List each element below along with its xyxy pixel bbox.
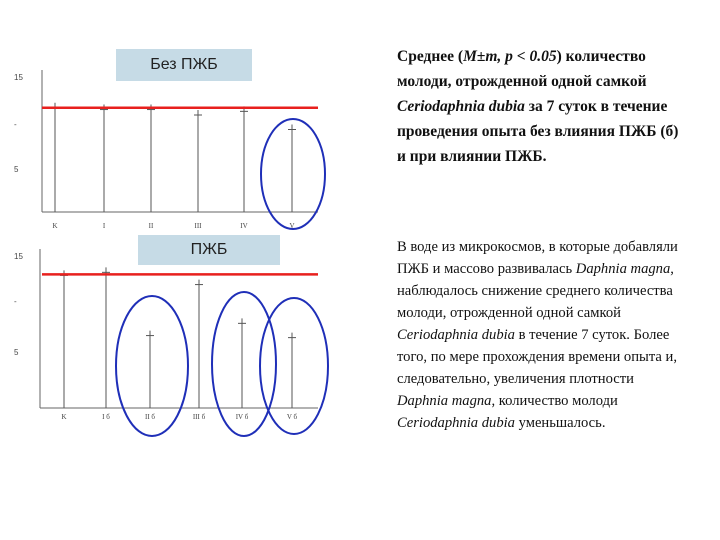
body-part: уменьшалось. xyxy=(514,415,606,431)
label-with-pzhb: ПЖБ xyxy=(138,235,280,265)
body-part: в течение 7 суток. Более того, по мере прохождения времени опыта и, следовательно, увеличения плотности xyxy=(397,327,677,387)
slide-body-text xyxy=(397,236,687,434)
x-tick-label: IV б xyxy=(235,413,249,421)
body-part: , наблюдалось снижение среднего количества молоди, отрожденной одной самкой xyxy=(397,261,674,321)
slide-heading xyxy=(397,44,687,169)
y-tick-label: - xyxy=(14,120,17,129)
body-species: Daphnia magna xyxy=(397,393,492,409)
x-tick-label: I xyxy=(102,222,106,230)
x-tick-label: IV xyxy=(240,222,248,230)
x-tick-label: K xyxy=(61,413,67,421)
x-tick-label: K xyxy=(52,222,58,230)
x-tick-label: III б xyxy=(192,413,206,421)
y-tick-label: 5 xyxy=(14,165,19,174)
body-part: , количество молоди xyxy=(491,393,618,409)
heading-part: ) количество молоди, отрожденной одной самкой xyxy=(397,48,647,90)
y-tick-label: 5 xyxy=(14,348,19,357)
heading-species: Ceriodaphnia dubia xyxy=(397,98,525,115)
x-tick-label: II б xyxy=(145,413,155,421)
heading-part: за 7 суток в течение проведения опыта без влияния ПЖБ (б) и при влиянии ПЖБ. xyxy=(397,98,679,165)
x-tick-label: III xyxy=(194,222,202,230)
body-part: В воде из микрокосмов, в которые добавляли ПЖБ и массово развивалась xyxy=(397,239,678,277)
x-tick-label: I б xyxy=(102,413,110,421)
heading-stat: M±m, p < 0.05 xyxy=(463,48,557,65)
body-species: Daphnia magna xyxy=(575,261,671,277)
y-tick-label: 15 xyxy=(14,252,23,261)
body-species: Ceriodaphnia dubia xyxy=(397,415,515,431)
body-species: Ceriodaphnia dubia xyxy=(397,327,515,343)
heading-part: Среднее ( xyxy=(397,48,464,65)
y-tick-label: 15 xyxy=(14,73,23,82)
x-tick-label: II xyxy=(148,222,154,230)
label-without-pzhb: Без ПЖБ xyxy=(116,49,252,81)
y-tick-label: - xyxy=(14,297,17,306)
x-tick-label: V xyxy=(289,222,295,230)
x-tick-label: V б xyxy=(286,413,298,421)
